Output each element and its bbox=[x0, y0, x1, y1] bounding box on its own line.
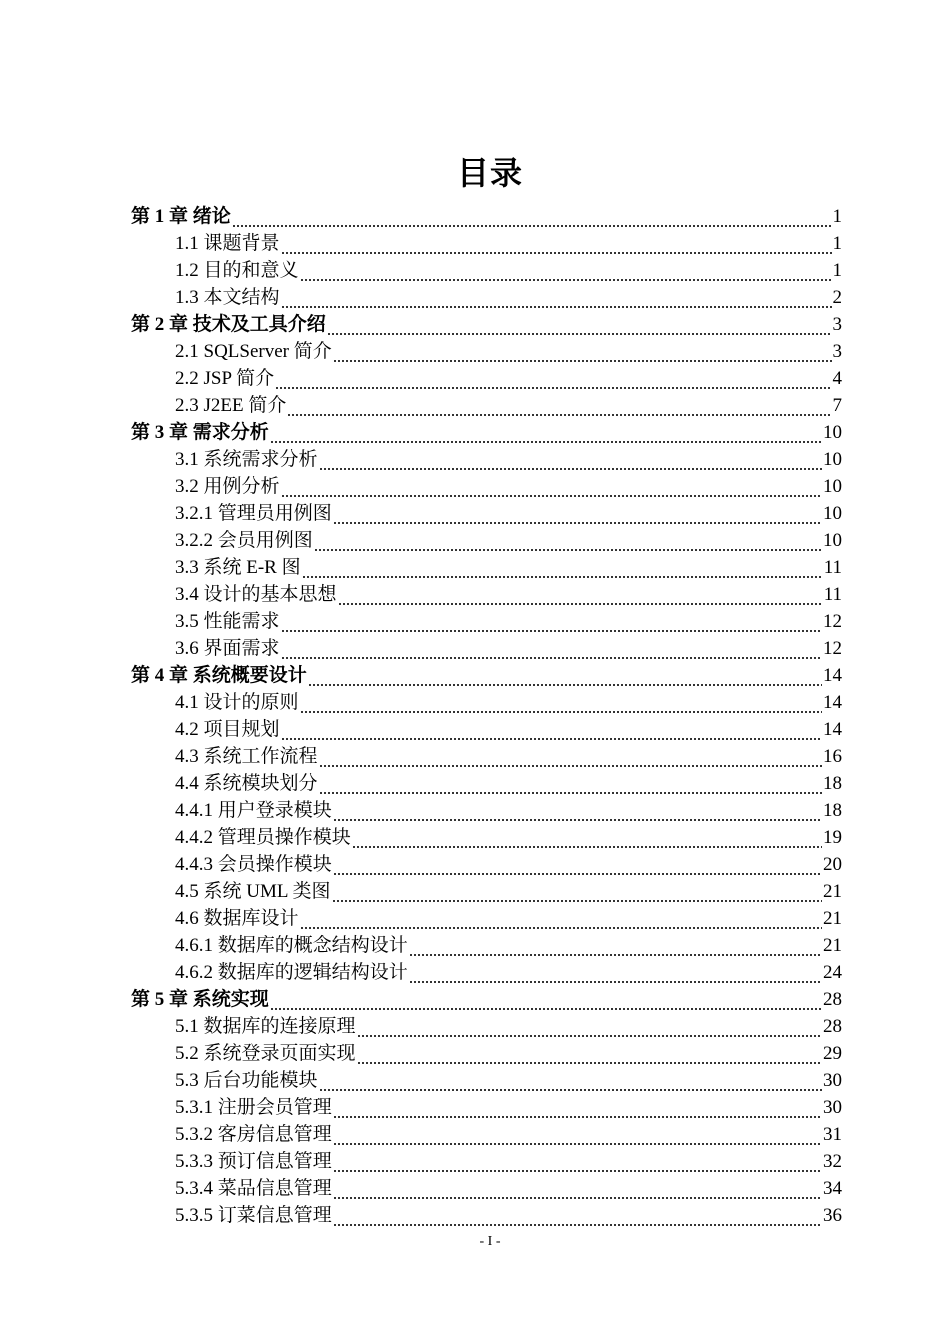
toc-entry-label: 5.3 后台功能模块 bbox=[175, 1070, 318, 1091]
toc-section-entry[interactable] bbox=[131, 257, 842, 284]
toc-dot-leader bbox=[270, 419, 822, 446]
toc-entry-page-number: 11 bbox=[823, 557, 842, 578]
toc-entry-label: 5.3.4 菜品信息管理 bbox=[175, 1178, 332, 1199]
toc-entry-label: 4.1 设计的原则 bbox=[175, 692, 299, 713]
toc-section-entry[interactable] bbox=[131, 824, 842, 851]
toc-entry-page-number: 12 bbox=[823, 638, 842, 659]
toc-dot-leader bbox=[281, 635, 822, 662]
toc-entry-page-number: 10 bbox=[823, 530, 842, 551]
toc-section-entry[interactable] bbox=[131, 230, 842, 257]
toc-entry-page-number: 21 bbox=[823, 881, 842, 902]
toc-dot-leader bbox=[333, 1121, 822, 1148]
toc-entry-page-number: 30 bbox=[823, 1097, 842, 1118]
toc-dot-leader bbox=[332, 878, 822, 905]
toc-entry-page-number: 10 bbox=[823, 422, 842, 443]
toc-dot-leader bbox=[281, 608, 822, 635]
toc-dot-leader bbox=[338, 581, 823, 608]
toc-dot-leader bbox=[319, 446, 822, 473]
toc-entry-label: 5.1 数据库的连接原理 bbox=[175, 1016, 356, 1037]
toc-dot-leader bbox=[333, 1175, 822, 1202]
toc-entry-page-number: 10 bbox=[823, 503, 842, 524]
toc-section-entry[interactable] bbox=[131, 1094, 842, 1121]
toc-section-entry[interactable] bbox=[131, 527, 842, 554]
toc-entry-page-number: 10 bbox=[823, 476, 842, 497]
toc-entry-label: 1.3 本文结构 bbox=[175, 287, 280, 308]
toc-entry-page-number: 1 bbox=[832, 206, 842, 227]
toc-section-entry[interactable] bbox=[131, 797, 842, 824]
toc-entry-page-number: 28 bbox=[823, 989, 842, 1010]
toc-entry-page-number: 21 bbox=[823, 908, 842, 929]
toc-dot-leader bbox=[333, 851, 822, 878]
toc-section-entry[interactable] bbox=[131, 1148, 842, 1175]
toc-dot-leader bbox=[300, 257, 832, 284]
toc-entry-page-number: 18 bbox=[823, 800, 842, 821]
toc-section-entry[interactable] bbox=[131, 1013, 842, 1040]
toc-section-entry[interactable] bbox=[131, 770, 842, 797]
toc-dot-leader bbox=[275, 365, 831, 392]
toc-entry-page-number: 12 bbox=[823, 611, 842, 632]
table-of-contents bbox=[131, 203, 842, 1229]
toc-section-entry[interactable] bbox=[131, 689, 842, 716]
toc-dot-leader bbox=[300, 689, 822, 716]
toc-entry-page-number: 30 bbox=[823, 1070, 842, 1091]
toc-entry-label: 4.4 系统模块划分 bbox=[175, 773, 318, 794]
toc-section-entry[interactable] bbox=[131, 851, 842, 878]
toc-chapter-entry[interactable] bbox=[131, 662, 842, 689]
toc-entry-label: 第 5 章 系统实现 bbox=[131, 989, 269, 1010]
toc-dot-leader bbox=[357, 1013, 822, 1040]
toc-dot-leader bbox=[281, 716, 822, 743]
toc-entry-label: 4.6.2 数据库的逻辑结构设计 bbox=[175, 962, 408, 983]
page-number: - I - bbox=[479, 1234, 501, 1249]
toc-section-entry[interactable] bbox=[131, 932, 842, 959]
toc-entry-label: 第 2 章 技术及工具介绍 bbox=[131, 314, 326, 335]
toc-section-entry[interactable] bbox=[131, 365, 842, 392]
toc-dot-leader bbox=[333, 500, 822, 527]
page-title: 目录 bbox=[456, 154, 523, 192]
toc-entry-label: 2.1 SQLServer 简介 bbox=[175, 341, 332, 362]
toc-entry-label: 第 1 章 绪论 bbox=[131, 206, 231, 227]
toc-section-entry[interactable] bbox=[131, 905, 842, 932]
toc-entry-page-number: 1 bbox=[832, 233, 842, 254]
toc-dot-leader bbox=[232, 203, 832, 230]
toc-entry-label: 3.6 界面需求 bbox=[175, 638, 280, 659]
toc-entry-label: 3.5 性能需求 bbox=[175, 611, 280, 632]
toc-entry-label: 4.3 系统工作流程 bbox=[175, 746, 318, 767]
toc-section-entry[interactable] bbox=[131, 446, 842, 473]
toc-entry-label: 第 3 章 需求分析 bbox=[131, 422, 269, 443]
toc-entry-page-number: 19 bbox=[823, 827, 842, 848]
toc-dot-leader bbox=[281, 284, 832, 311]
toc-entry-label: 5.3.2 客房信息管理 bbox=[175, 1124, 332, 1145]
toc-section-entry[interactable] bbox=[131, 473, 842, 500]
toc-entry-label: 第 4 章 系统概要设计 bbox=[131, 665, 307, 686]
toc-entry-label: 1.1 课题背景 bbox=[175, 233, 280, 254]
toc-dot-leader bbox=[287, 392, 831, 419]
toc-dot-leader bbox=[333, 1094, 822, 1121]
toc-entry-page-number: 1 bbox=[832, 260, 842, 281]
toc-dot-leader bbox=[319, 770, 822, 797]
toc-entry-page-number: 16 bbox=[823, 746, 842, 767]
toc-entry-label: 4.4.2 管理员操作模块 bbox=[175, 827, 351, 848]
toc-chapter-entry[interactable] bbox=[131, 419, 842, 446]
toc-dot-leader bbox=[333, 797, 822, 824]
toc-dot-leader bbox=[327, 311, 832, 338]
toc-entry-page-number: 11 bbox=[823, 584, 842, 605]
toc-dot-leader bbox=[409, 959, 822, 986]
toc-section-entry[interactable] bbox=[131, 743, 842, 770]
toc-section-entry[interactable] bbox=[131, 1040, 842, 1067]
toc-section-entry[interactable] bbox=[131, 1175, 842, 1202]
toc-entry-label: 3.2 用例分析 bbox=[175, 476, 280, 497]
toc-entry-page-number: 3 bbox=[832, 341, 842, 362]
toc-dot-leader bbox=[300, 905, 822, 932]
toc-entry-label: 5.3.5 订菜信息管理 bbox=[175, 1205, 332, 1226]
toc-entry-label: 5.2 系统登录页面实现 bbox=[175, 1043, 356, 1064]
toc-section-entry[interactable] bbox=[131, 1121, 842, 1148]
toc-section-entry[interactable] bbox=[131, 1067, 842, 1094]
toc-chapter-entry[interactable] bbox=[131, 203, 842, 230]
toc-entry-page-number: 2 bbox=[832, 287, 842, 308]
toc-section-entry[interactable] bbox=[131, 716, 842, 743]
toc-section-entry[interactable] bbox=[131, 554, 842, 581]
toc-entry-page-number: 31 bbox=[823, 1124, 842, 1145]
toc-chapter-entry[interactable] bbox=[131, 986, 842, 1013]
toc-entry-label: 4.4.1 用户登录模块 bbox=[175, 800, 332, 821]
toc-entry-page-number: 24 bbox=[823, 962, 842, 983]
toc-entry-label: 4.4.3 会员操作模块 bbox=[175, 854, 332, 875]
toc-entry-page-number: 7 bbox=[832, 395, 842, 416]
toc-dot-leader bbox=[302, 554, 823, 581]
toc-entry-label: 1.2 目的和意义 bbox=[175, 260, 299, 281]
toc-dot-leader bbox=[352, 824, 822, 851]
toc-section-entry[interactable] bbox=[131, 581, 842, 608]
toc-entry-label: 3.2.1 管理员用例图 bbox=[175, 503, 332, 524]
toc-entry-label: 3.1 系统需求分析 bbox=[175, 449, 318, 470]
toc-entry-label: 4.6 数据库设计 bbox=[175, 908, 299, 929]
toc-section-entry[interactable] bbox=[131, 608, 842, 635]
toc-dot-leader bbox=[333, 1202, 822, 1229]
toc-entry-page-number: 14 bbox=[823, 665, 842, 686]
toc-dot-leader bbox=[319, 1067, 822, 1094]
toc-entry-page-number: 36 bbox=[823, 1205, 842, 1226]
toc-entry-page-number: 3 bbox=[832, 314, 842, 335]
toc-entry-page-number: 29 bbox=[823, 1043, 842, 1064]
toc-entry-page-number: 14 bbox=[823, 719, 842, 740]
toc-entry-label: 4.2 项目规划 bbox=[175, 719, 280, 740]
toc-section-entry[interactable] bbox=[131, 959, 842, 986]
toc-section-entry[interactable] bbox=[131, 1202, 842, 1229]
toc-entry-label: 5.3.3 预订信息管理 bbox=[175, 1151, 332, 1172]
toc-dot-leader bbox=[270, 986, 822, 1013]
toc-entry-page-number: 28 bbox=[823, 1016, 842, 1037]
toc-entry-label: 4.5 系统 UML 类图 bbox=[175, 881, 331, 902]
toc-section-entry[interactable] bbox=[131, 878, 842, 905]
toc-entry-page-number: 4 bbox=[832, 368, 842, 389]
toc-entry-label: 5.3.1 注册会员管理 bbox=[175, 1097, 332, 1118]
toc-entry-page-number: 34 bbox=[823, 1178, 842, 1199]
toc-dot-leader bbox=[333, 338, 832, 365]
toc-entry-page-number: 10 bbox=[823, 449, 842, 470]
toc-dot-leader bbox=[409, 932, 822, 959]
toc-dot-leader bbox=[314, 527, 822, 554]
toc-section-entry[interactable] bbox=[131, 635, 842, 662]
toc-dot-leader bbox=[319, 743, 822, 770]
toc-section-entry[interactable] bbox=[131, 338, 842, 365]
toc-dot-leader bbox=[357, 1040, 822, 1067]
toc-entry-page-number: 20 bbox=[823, 854, 842, 875]
toc-entry-page-number: 32 bbox=[823, 1151, 842, 1172]
toc-dot-leader bbox=[281, 473, 822, 500]
toc-entry-label: 3.2.2 会员用例图 bbox=[175, 530, 313, 551]
toc-entry-page-number: 18 bbox=[823, 773, 842, 794]
toc-chapter-entry[interactable] bbox=[131, 311, 842, 338]
toc-entry-page-number: 21 bbox=[823, 935, 842, 956]
toc-section-entry[interactable] bbox=[131, 500, 842, 527]
toc-section-entry[interactable] bbox=[131, 392, 842, 419]
toc-dot-leader bbox=[308, 662, 822, 689]
toc-entry-label: 3.4 设计的基本思想 bbox=[175, 584, 337, 605]
toc-dot-leader bbox=[333, 1148, 822, 1175]
toc-entry-label: 3.3 系统 E-R 图 bbox=[175, 557, 301, 578]
toc-entry-page-number: 14 bbox=[823, 692, 842, 713]
toc-dot-leader bbox=[281, 230, 832, 257]
toc-entry-label: 4.6.1 数据库的概念结构设计 bbox=[175, 935, 408, 956]
toc-section-entry[interactable] bbox=[131, 284, 842, 311]
toc-entry-label: 2.3 J2EE 简介 bbox=[175, 395, 287, 416]
toc-entry-label: 2.2 JSP 简介 bbox=[175, 368, 275, 389]
